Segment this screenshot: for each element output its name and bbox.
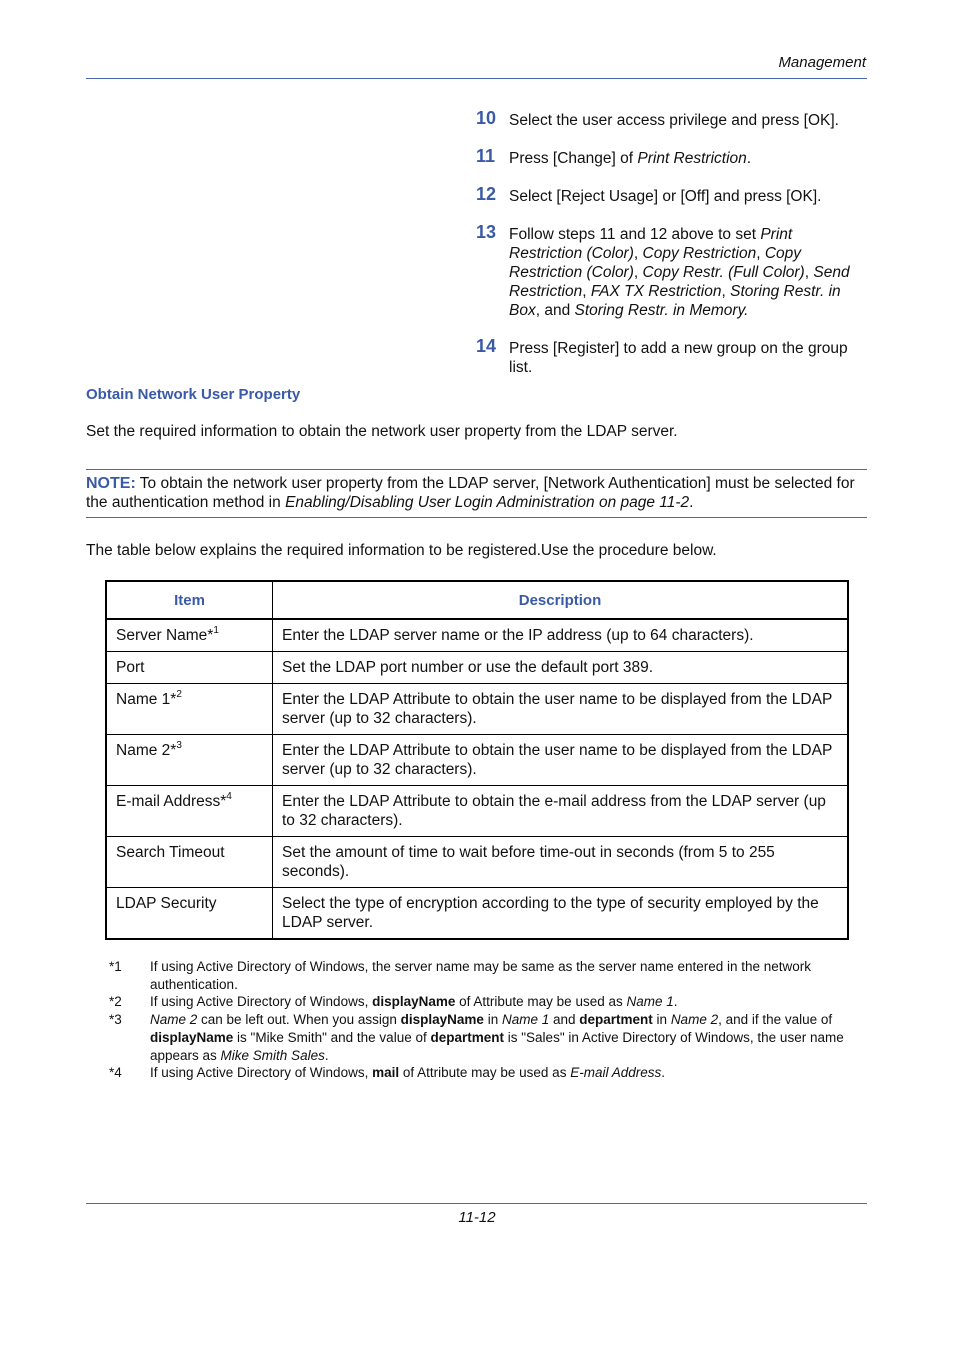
footnote-mark: *4 [109,1065,122,1081]
text-run: Press [Register] to add a new group on the group list. [509,340,848,376]
description-cell: Set the amount of time to wait before time-out in seconds (from 5 to 255 seconds). [273,837,849,888]
description-cell: Enter the LDAP Attribute to obtain the e-mail address from the LDAP server (up to 32 characters). [273,786,849,837]
description-cell: Enter the LDAP Attribute to obtain the user name to be displayed from the LDAP server (up to 32 characters). [273,684,849,735]
step-number: 12 [476,184,497,204]
italic-text: Name 2 [150,1012,198,1028]
footnotes [109,958,849,1082]
footer-rule [86,1203,867,1204]
text-run: is "Mike Smith" and the value of [233,1029,431,1045]
text-run: in [652,1012,671,1028]
footnote [109,1011,849,1064]
italic-text: Print Restriction [637,150,747,167]
italic-text: Name 1 [626,994,674,1010]
description-cell: Enter the LDAP server name or the IP address (up to 64 characters). [273,619,849,652]
step-item [476,222,868,320]
item-label: Name 1* [116,691,177,708]
step-number: 11 [476,146,496,166]
italic-text: Storing Restr. in Memory. [574,302,749,319]
text-run: . [673,994,678,1010]
footnote-mark: *2 [109,994,122,1010]
header-title: Management [778,54,866,71]
item-cell [106,684,273,735]
step-item [476,184,868,206]
item-label: E-mail Address* [116,793,227,810]
table-row [106,888,848,940]
text-run: , [633,264,643,281]
text-run: , [633,245,643,262]
table-row [106,652,848,684]
bold-text: department [430,1029,504,1045]
text-run: , [721,283,731,300]
text-run: . [689,494,694,511]
text-run: , and if the value of [718,1012,833,1028]
footnote-text [150,958,849,993]
footnote [109,1064,849,1082]
footnote-ref: 1 [213,625,219,636]
note-label: NOTE: [86,475,136,492]
footnote-text [150,1011,849,1064]
table-intro: The table below explains the required information to be registered.Use the procedure below. [86,542,717,559]
step-item [476,146,868,168]
header-item: Item [106,581,273,619]
item-cell [106,888,273,940]
description-cell: Set the LDAP port number or use the default port 389. [273,652,849,684]
description-cell: Enter the LDAP Attribute to obtain the user name to be displayed from the LDAP server (up to 32 characters). [273,735,849,786]
italic-text: Mike Smith Sales [220,1047,325,1063]
table-row [106,735,848,786]
ldap-property-table [105,580,849,940]
item-cell [106,837,273,888]
text-run: If using Active Directory of Windows, [150,1065,373,1081]
table-row [106,786,848,837]
italic-text: E-mail Address [570,1065,662,1081]
description-cell: Select the type of encryption according to the type of security employed by the LDAP server. [273,888,849,940]
text-run: Select [Reject Usage] or [Off] and press [OK]. [509,188,822,205]
section-intro: Set the required information to obtain the network user property from the LDAP server. [86,423,678,440]
text-run: If using Active Directory of Windows, the server name may be same as the server name entered in the network authentication. [150,959,812,992]
footnote [109,958,849,993]
item-label: Search Timeout [116,844,225,861]
footnote-ref: 4 [226,791,232,802]
text-run: , and [535,302,575,319]
footnote-ref: 3 [176,740,182,751]
footnote-text [150,1064,849,1082]
table-row [106,837,848,888]
italic-text: Send Restriction [509,264,850,300]
bold-text: department [579,1012,653,1028]
note-text [86,475,855,511]
text-run: . [661,1065,665,1081]
footnote-mark: *3 [109,1012,122,1028]
step-item [476,336,868,377]
bold-text: mail [372,1065,400,1081]
item-label: LDAP Security [116,895,217,912]
item-cell [106,619,273,652]
header-rule [86,78,867,79]
text-run: , [804,264,814,281]
step-number: 13 [476,222,497,242]
item-cell [106,735,273,786]
text-run: is "Sales" in Active Directory of Windows, the user name appears as [150,1029,844,1063]
page-number: 11-12 [458,1209,496,1226]
step-text [509,222,868,320]
italic-text: Print Restriction (Color) [509,226,793,262]
step-item [476,108,868,130]
step-number: 10 [476,108,497,128]
italic-text: Name 2 [670,1012,719,1028]
italic-text: Copy Restriction [642,245,757,262]
text-run: If using Active Directory of Windows, [150,994,373,1010]
item-label: Name 2* [116,742,177,759]
text-run: can be left out. When you assign [197,1012,401,1028]
text-run: , [582,283,591,300]
section-heading: Obtain Network User Property [86,386,301,403]
bold-text: displayName [400,1012,484,1028]
text-run: . [324,1047,329,1063]
text-run: To obtain the network user property from the LDAP server, [Network Authentication] must be selected for the authentication method in [86,475,855,511]
text-run: of Attribute may be used as [399,1065,571,1081]
item-label: Port [116,659,145,676]
table-row [106,684,848,735]
text-run: Select the user access privilege and press [OK]. [509,112,839,129]
step-text [509,336,868,377]
text-run: . [746,150,752,167]
header-description: Description [273,581,849,619]
italic-text: Storing Restr. in Box [509,283,841,319]
table-row [106,619,848,652]
italic-text: Copy Restriction (Color) [509,245,802,281]
step-text [509,184,821,206]
text-run: Follow steps 11 and 12 above to set [509,226,761,243]
footnote [109,993,849,1011]
italic-text: Copy Restr. (Full Color) [642,264,805,281]
text-run: of Attribute may be used as [455,994,627,1010]
text-run: in [483,1012,502,1028]
text-run: , [756,245,765,262]
italic-text: Enabling/Disabling User Login Administration on page 11-2 [285,494,690,511]
item-cell [106,786,273,837]
text-run: Press [Change] of [509,150,638,167]
table-header-row [106,581,848,619]
note-box [86,469,867,518]
footnote-text [150,993,849,1011]
item-label: Server Name* [116,627,214,644]
footnote-ref: 2 [176,689,182,700]
step-text [509,108,839,130]
item-cell [106,652,273,684]
procedure-steps [476,108,868,393]
text-run: and [549,1012,580,1028]
italic-text: Name 1 [501,1012,550,1028]
bold-text: displayName [150,1029,234,1045]
step-text [509,146,751,168]
bold-text: displayName [372,994,456,1010]
footnote-mark: *1 [109,959,122,974]
italic-text: FAX TX Restriction [590,283,722,300]
step-number: 14 [476,336,497,356]
